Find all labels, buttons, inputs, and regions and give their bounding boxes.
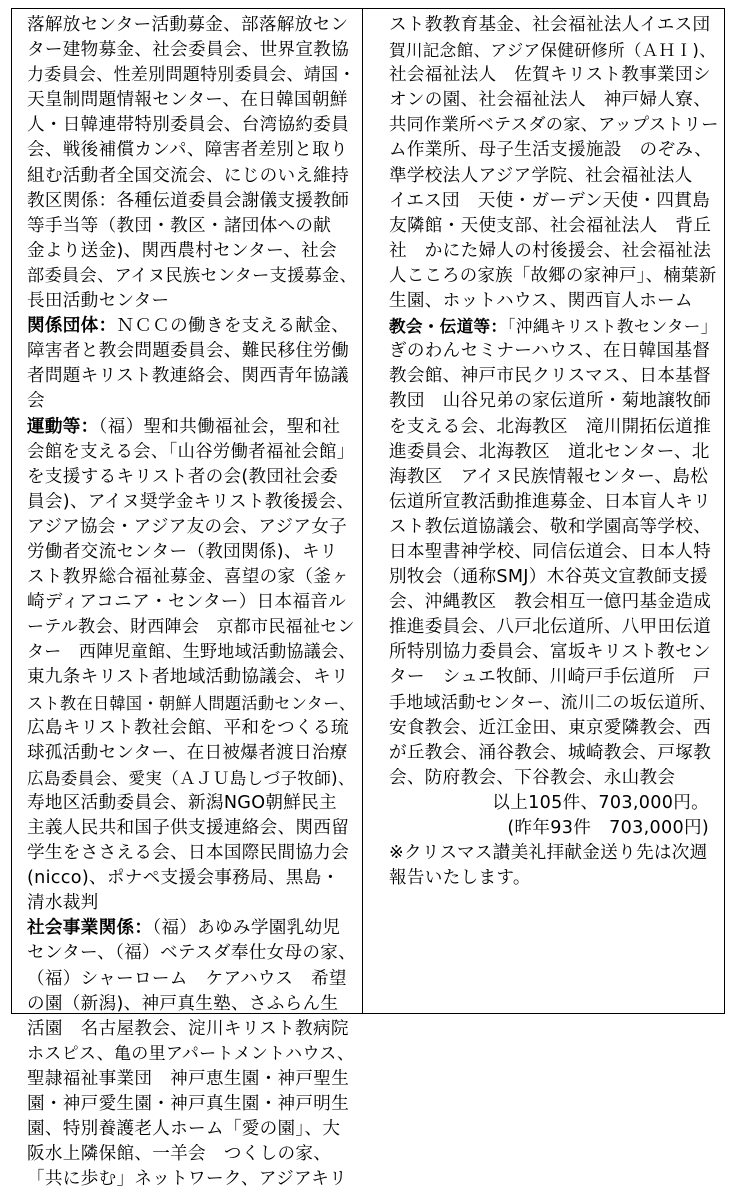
text-line: 崎ディアコニア・センター）日本福音ル (27, 592, 347, 613)
text-line: ぎのわんセミナーハウス、在日韓国基督 (389, 341, 711, 362)
text-line: を支える会、北海教区 滝川開拓伝道推 (389, 416, 712, 437)
total-summary: 以上105件、703,000円。 (492, 792, 709, 813)
note-line: 報告いたします。 (389, 868, 531, 889)
text-line: 園・神戸愛生園・神戸真生園・神戸明生 (27, 1094, 350, 1115)
text-line: センター、（福）ベテスダ奉仕女母の家、 (27, 943, 357, 964)
section-heading-line: 関係団体：ＮＣＣの働きを支える献金、 (27, 316, 350, 337)
right-column (389, 13, 719, 891)
text-line: 社会福祉法人 佐賀キリスト教事業団シ (389, 65, 711, 86)
text-line: 生園、ホットハウス、関西盲人ホーム (389, 291, 693, 312)
text-line: 活園 名古屋教会、淀川キリスト教病院 (27, 1018, 349, 1039)
text-line: の園（新潟)、神戸真生塾、さふらん生 (27, 993, 339, 1014)
text-line: 金より送金)、関西農村センター、社会 (27, 240, 337, 261)
text-line: スト教伝道協議会、敬和学園高等学校、 (389, 516, 712, 537)
text-line: を支援するキリスト者の会(教団社会委 (27, 466, 339, 487)
text-line: イエス団 天使・ガーデン天使・四貫島 (389, 190, 711, 211)
text-line: 天皇制問題情報センター、在日韓国朝鮮 (27, 90, 348, 111)
text-line: 所特別協力委員会、富坂キリスト教セン (389, 642, 711, 663)
text-line: 学生をささえる会、日本国際民間協力会 (27, 843, 350, 864)
text-line: 寿地区活動委員会、新潟NGO朝鮮民主 (27, 792, 337, 813)
text-line: 会 (27, 391, 45, 412)
text-line: スト教界総合福祉募金、喜望の家（釜ヶ (27, 567, 350, 588)
text-line: 人・日韓連帯特別委員会、台湾協約委員 (27, 115, 350, 136)
text-line: 共同作業所ベテスダの家、アップストリー (389, 115, 719, 136)
text-line: 手地域活動センター、流川二の坂伝道所、 (389, 692, 717, 713)
text-line: 進委員会、北海教区 道北センター、北 (389, 441, 710, 462)
text-line: 別牧会（通称SMJ）木谷英文宣教師支援 (389, 567, 708, 588)
text-line: 組む活動者全国交流会、にじのいえ維持 (27, 165, 350, 186)
section-heading: 社会事業関係： (27, 918, 153, 939)
text-line: ター建物募金、社会委員会、世界宣教協 (27, 40, 350, 61)
text-line: 広島キリスト教社会館、平和をつくる琉 (27, 717, 349, 738)
note-line: ※クリスマス讃美礼拝献金送り先は次週 (389, 843, 708, 864)
text-line: 落解放センター活動募金、部落解放セン (27, 15, 349, 35)
text-line: 友隣館・天使支部、社会福祉法人 背丘 (389, 215, 712, 236)
text-line: が丘教会、涌谷教会、城崎教会、戸塚教 (389, 742, 712, 763)
text-line: オンの園、社会福祉法人 神戸婦人寮、 (389, 90, 712, 111)
text-line: 聖隷福祉事業団 神戸恵生園・神戸聖生 (27, 1068, 350, 1089)
text-line: 賀川記念館、アジア保健研修所（ＡＨＩ)、 (389, 41, 717, 61)
text-line: 力委員会、性差別問題特別委員会、靖国・ (27, 65, 356, 86)
text-line: 伝道所宣教活動推進募金、日本盲人キリ (389, 491, 712, 512)
text-line: 労働者交流センター（教団関係)、キリ (27, 541, 338, 562)
text-line: 日本聖書神学校、同信伝道会、日本人特 (389, 541, 712, 562)
text-line: ホスピス、亀の里アパートメントハウス、 (27, 1043, 355, 1064)
text-line: 会、戦後補償カンパ、障害者差別と取り (27, 140, 348, 161)
text-line: 海教区 アイヌ民族情報センター、島松 (389, 466, 709, 487)
text-line: 部委員会、アイヌ民族センター支援募金、 (27, 265, 358, 286)
section-heading: 関係団体： (27, 316, 117, 337)
previous-year-summary: (昨年93件 703,000円) (507, 818, 709, 838)
left-column (27, 13, 357, 1192)
text-line: 長田活動センター (27, 291, 170, 312)
text-line: 会館を支える会、「山谷労働者福祉会館」 (27, 441, 355, 462)
text-line: 会、沖縄教区 教会相互一億円基金造成 (389, 592, 712, 613)
text-line: 者問題キリスト教連絡会、関西青年協議 (27, 366, 349, 387)
text-line: 広島委員会、愛実（ＡＪＵ島しづ子牧師)、 (27, 768, 355, 788)
text-line: 園、特別養護老人ホーム「愛の園」、大 (27, 1119, 341, 1140)
text-line: 教区関係：各種伝道委員会謝儀支援教師 (27, 190, 350, 211)
text-line: ム作業所、母子生活支援施設 のぞみ、 (389, 140, 713, 161)
section-heading: 運動等： (27, 416, 99, 437)
text-line: アジア協会・アジア友の会、アジア女子 (27, 516, 347, 537)
text-line: 阪水上隣保館、一羊会 つくしの家、 (27, 1144, 332, 1165)
text-line: 教団 山谷兄弟の家伝道所・菊地譲牧師 (389, 391, 712, 412)
column-divider (362, 8, 363, 1014)
text-line: （福）シャーローム ケアハウス 希望 (27, 968, 347, 989)
section-heading-line: 教会・伝道等：「沖縄キリスト教センター」 (389, 317, 718, 337)
text-line: 主義人民共和国子供支援連絡会、関西留 (27, 818, 350, 838)
text-line: 安食教会、近江金田、東京愛隣教会、西 (389, 717, 712, 738)
section-heading: 教会・伝道等： (389, 317, 508, 337)
text-line: 教会館、神戸市民クリスマス、日本基督 (389, 366, 711, 387)
text-line: 会、防府教会、下谷教会、永山教会 (389, 767, 676, 788)
text-line: ター 西陣児童館、生野地域活動協議会、 (27, 642, 356, 663)
text-line: スト教在日韓国・朝鮮人問題活動センター、 (27, 693, 356, 713)
text-line: ーテル教会、財西陣会 京都市民福祉セン (27, 617, 355, 638)
text-line: スト教教育基金、社会福祉法人イエス団 (389, 15, 711, 35)
text-line: 員会)、アイヌ奨学金キリスト教後援会、 (27, 491, 355, 512)
text-line: 準学校法人アジア学院、社会福祉法人 (389, 165, 693, 186)
text-line: 推進委員会、八戸北伝道所、八甲田伝道 (389, 617, 712, 638)
section-heading-line: 運動等：（福）聖和共働福祉会，聖和社 (27, 416, 341, 437)
text-line: (nicco)、ポナペ支援会事務局、黒島・ (27, 868, 340, 889)
text-line: 人こころの家族「故郷の家神戸」、楠葉新 (389, 265, 717, 286)
text-line: 等手当等（教団・教区・諸団体への献 (27, 215, 332, 236)
section-heading-line: 社会事業関係：（福）あゆみ学園乳幼児 (27, 918, 341, 939)
text-line: ター シュエ牧師、川崎戸手伝道所 戸 (389, 667, 711, 688)
text-line: 障害者と教会問題委員会、難民移住労働 (27, 341, 350, 362)
text-line: 清水裁判 (27, 893, 99, 914)
text-line: 球孤活動センター、在日被爆者渡日治療 (27, 742, 348, 763)
text-line: 「共に歩む」ネットワーク、アジアキリ (27, 1169, 347, 1190)
text-line: 社 かにた婦人の村後援会、社会福祉法 (389, 240, 712, 261)
text-line: 東九条キリスト者地域活動協議会、キリ (27, 667, 349, 688)
